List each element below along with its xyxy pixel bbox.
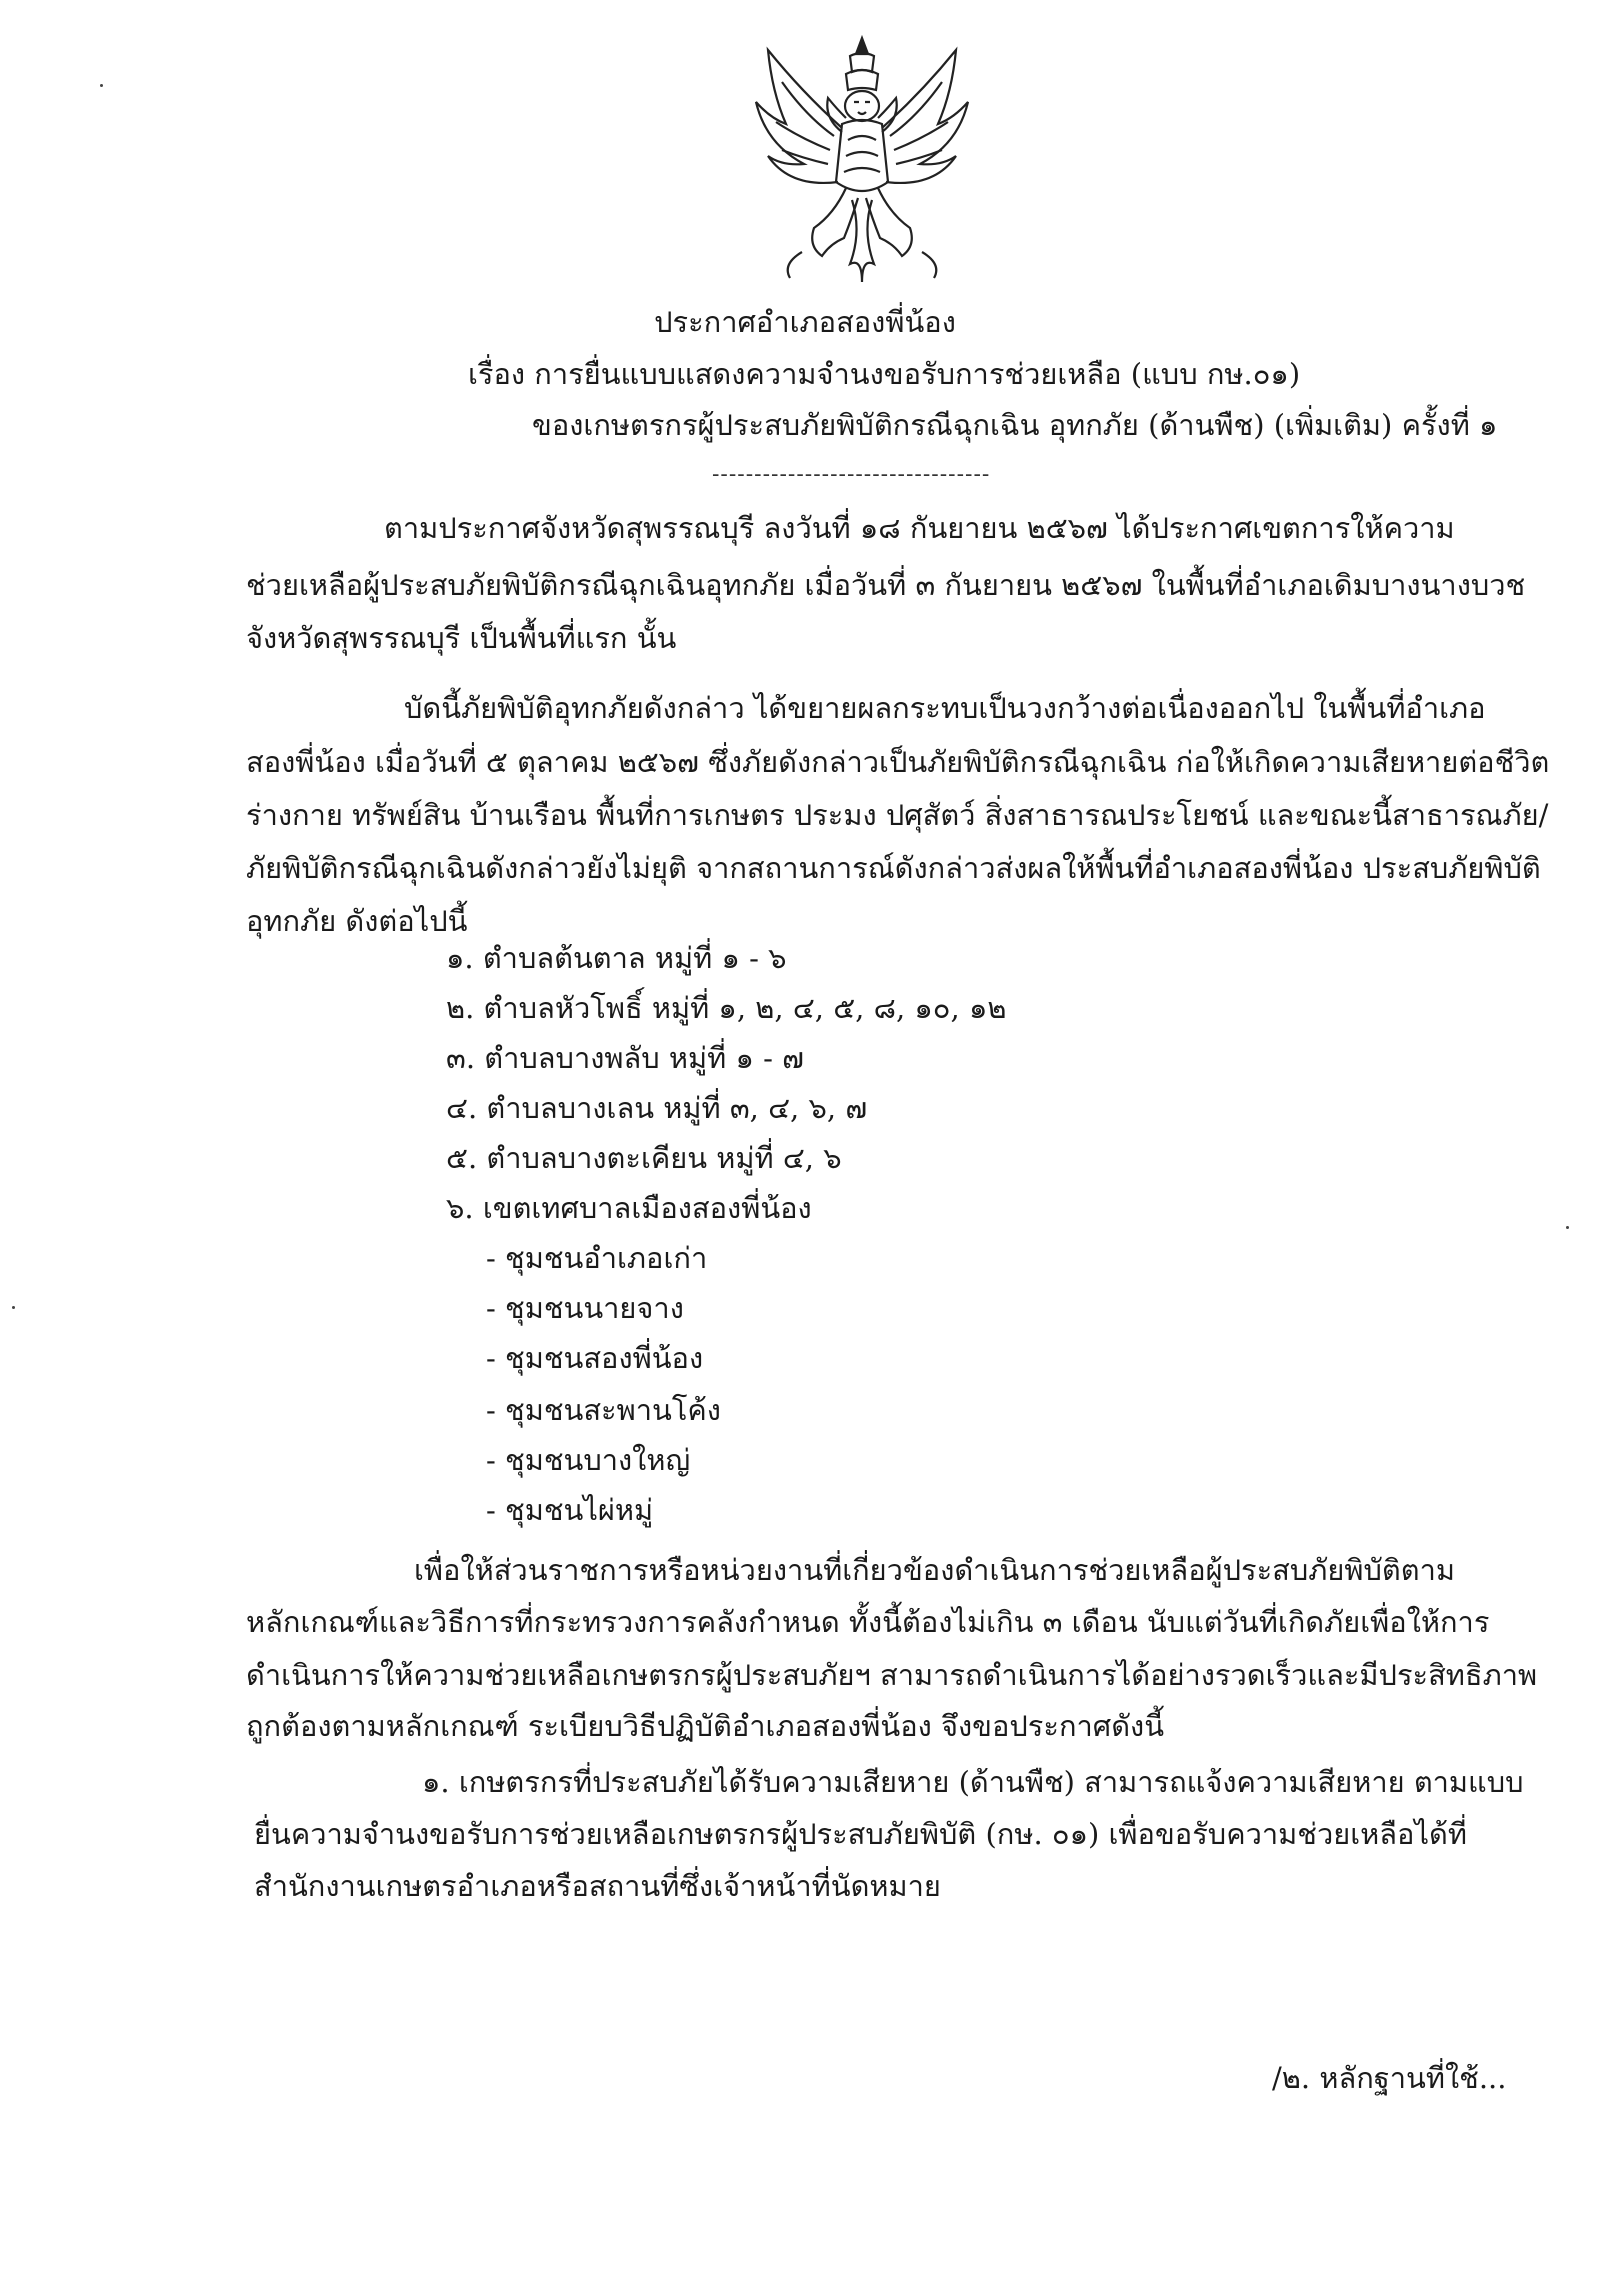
subject-line-2: ของเกษตรกรผู้ประสบภัยพิบัติกรณีฉุกเฉิน อุทกภัย (ด้านพืช) (เพิ่มเติม) ครั้งที่ ๑ — [532, 408, 1498, 442]
area-item-6: ๖. เขตเทศบาลเมืองสองพี่น้อง — [446, 1191, 812, 1225]
para1-line-1: ตามประกาศจังหวัดสุพรรณบุรี ลงวันที่ ๑๘ กันยายน ๒๕๖๗ ได้ประกาศเขตการให้ความ — [384, 511, 1455, 545]
scan-speck — [1566, 1226, 1569, 1229]
area-item-1: ๑. ตำบลต้นตาล หมู่ที่ ๑ - ๖ — [446, 941, 787, 975]
garuda-emblem-icon — [742, 32, 982, 287]
para1-line-3: จังหวัดสุพรรณบุรี เป็นพื้นที่แรก นั้น — [246, 621, 677, 655]
para3-line-1: เพื่อให้ส่วนราชการหรือหน่วยงานที่เกี่ยวข้องดำเนินการช่วยเหลือผู้ประสบภัยพิบัติตาม — [414, 1553, 1455, 1587]
para2-line-2: สองพี่น้อง เมื่อวันที่ ๕ ตุลาคม ๒๕๖๗ ซึ่งภัยดังกล่าวเป็นภัยพิบัติกรณีฉุกเฉิน ก่อให้เกิดความเสียหายต่อชีวิต — [246, 745, 1550, 779]
subject-line-1: เรื่อง การยื่นแบบแสดงความจำนงขอรับการช่วยเหลือ (แบบ กษ.๐๑) — [468, 357, 1301, 391]
area-item-4: ๔. ตำบลบางเลน หมู่ที่ ๓, ๔, ๖, ๗ — [446, 1091, 868, 1125]
para3-line-4: ถูกต้องตามหลักเกณฑ์ ระเบียบวิธีปฏิบัติอำเภอสองพี่น้อง จึงขอประกาศดังนี้ — [246, 1709, 1165, 1743]
para2-line-4: ภัยพิบัติกรณีฉุกเฉินดังกล่าวยังไม่ยุติ จากสถานการณ์ดังกล่าวส่งผลให้พื้นที่อำเภอสองพี่น้อง ประสบภัยพิบัติ — [246, 851, 1541, 885]
item1-line-2: ยื่นความจำนงขอรับการช่วยเหลือเกษตรกรผู้ประสบภัยพิบัติ (กษ. ๐๑) เพื่อขอรับความช่วยเหลือได้ที่ — [254, 1817, 1467, 1851]
scan-speck — [100, 84, 103, 87]
community-item-5: - ชุมชนบางใหญ่ — [486, 1443, 691, 1477]
community-item-2: - ชุมชนนายจาง — [486, 1291, 684, 1325]
para3-line-3: ดำเนินการให้ความช่วยเหลือเกษตรกรผู้ประสบภัยฯ สามารถดำเนินการได้อย่างรวดเร็วและมีประสิทธิภาพ — [246, 1658, 1538, 1692]
area-item-2: ๒. ตำบลหัวโพธิ์ หมู่ที่ ๑, ๒, ๔, ๕, ๘, ๑๐, ๑๒ — [446, 991, 1007, 1025]
scan-speck — [12, 1306, 15, 1309]
community-item-6: - ชุมชนไผ่หมู่ — [486, 1493, 654, 1527]
continuation-note: /๒. หลักฐานที่ใช้... — [1272, 2061, 1507, 2095]
item1-line-1: ๑. เกษตรกรที่ประสบภัยได้รับความเสียหาย (ด้านพืช) สามารถแจ้งความเสียหาย ตามแบบ — [422, 1765, 1524, 1799]
community-item-1: - ชุมชนอำเภอเก่า — [486, 1241, 708, 1275]
para3-line-2: หลักเกณฑ์และวิธีการที่กระทรวงการคลังกำหนด ทั้งนี้ต้องไม่เกิน ๓ เดือน นับแต่วันที่เกิดภัยเพื่อให้การ — [246, 1605, 1490, 1639]
para2-line-5: อุทกภัย ดังต่อไปนี้ — [246, 904, 468, 938]
announcement-title: ประกาศอำเภอสองพี่น้อง — [654, 305, 956, 339]
area-item-3: ๓. ตำบลบางพลับ หมู่ที่ ๑ - ๗ — [446, 1041, 804, 1075]
community-item-3: - ชุมชนสองพี่น้อง — [486, 1341, 704, 1375]
para1-line-2: ช่วยเหลือผู้ประสบภัยพิบัติกรณีฉุกเฉินอุทกภัย เมื่อวันที่ ๓ กันยายน ๒๕๖๗ ในพื้นที่อำเภอเดิมบางนางบวช — [246, 568, 1526, 602]
para2-line-3: ร่างกาย ทรัพย์สิน บ้านเรือน พื้นที่การเกษตร ประมง ปศุสัตว์ สิ่งสาธารณประโยชน์ และขณะนี้สาธารณภัย/ — [246, 798, 1549, 832]
separator-line: --------------------------------- — [712, 462, 991, 487]
para2-line-1: บัดนี้ภัยพิบัติอุทกภัยดังกล่าว ได้ขยายผลกระทบเป็นวงกว้างต่อเนื่องออกไป ในพื้นที่อำเภอ — [404, 691, 1486, 725]
item1-line-3: สำนักงานเกษตรอำเภอหรือสถานที่ซึ่งเจ้าหน้าที่นัดหมาย — [254, 1869, 941, 1903]
community-item-4: - ชุมชนสะพานโค้ง — [486, 1393, 721, 1427]
area-item-5: ๕. ตำบลบางตะเคียน หมู่ที่ ๔, ๖ — [446, 1141, 842, 1175]
